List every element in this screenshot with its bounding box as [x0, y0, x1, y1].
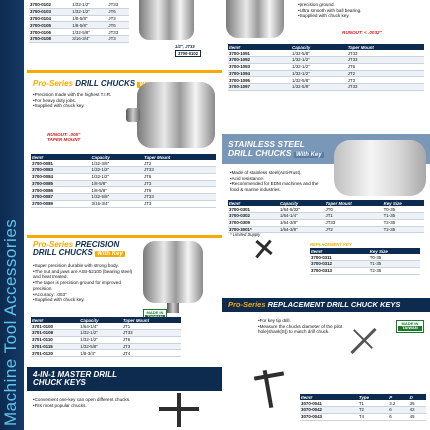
column-header: Item# [300, 394, 358, 400]
table-cell: 3700-0083 [31, 166, 91, 173]
table-cell: 3700-0085 [31, 180, 91, 187]
stainless-panel [222, 134, 430, 294]
top-right-bullets [298, 2, 426, 19]
table-cell: T0-35 [369, 254, 420, 260]
bullet: • For heavy duty jobs. [33, 98, 143, 104]
table-cell: JT3 [107, 35, 129, 42]
table-cell: 3700-0087 [31, 194, 91, 201]
top-right-chuck-image [226, 0, 284, 38]
table-cell: JT6 [107, 22, 129, 29]
table-cell: 1/32-5/8" [79, 343, 122, 350]
table-cell: 3700-0086 [31, 187, 91, 194]
made-in-taiwan-badge: MADE IN [143, 309, 167, 322]
table-cell: 3.2 [388, 400, 408, 406]
table-cell: T0-35 [383, 206, 424, 212]
bullet: • Super precision durable with strong body. [33, 263, 133, 269]
table-cell: JT33 [107, 2, 129, 8]
column-header: P [388, 394, 408, 400]
table-cell: 3070-0042 [300, 406, 358, 413]
column-header: Capacity [79, 317, 122, 323]
table-row [31, 173, 216, 180]
table-cell: 3701-0120 [31, 350, 79, 357]
table-row [29, 35, 129, 42]
table-cell: JT33 [122, 329, 181, 336]
table-row [31, 329, 181, 336]
table-cell: T2-35 [369, 267, 420, 274]
sidebar-banner [0, 0, 24, 430]
bullet: • Supplied with chuck key. [298, 13, 426, 19]
table-cell: JT33 [143, 194, 216, 201]
table-cell: 42 [409, 406, 426, 413]
pro-drill-panel [27, 70, 222, 235]
table-cell: 3700-0312 [310, 260, 369, 267]
table-cell: 3700-0103 [29, 8, 71, 15]
pro-precision-table [31, 317, 181, 357]
table-cell: JT6 [122, 336, 181, 343]
table-cell: 3700-0309 [228, 219, 279, 226]
bullet: • Convenient one-key can open different chucks. [33, 397, 133, 403]
table-cell: 3070-0041 [300, 400, 358, 406]
table-cell: 3700-0302 [228, 212, 279, 219]
stainless-bullets [230, 170, 320, 193]
table-cell: 1/32-1/2" [91, 173, 144, 180]
pro-precision-chuck-image [143, 241, 203, 303]
bullet: • Acid resistance. [230, 176, 320, 182]
replacement-keys-title: Pro-Series REPLACEMENT DRILL CHUCK KEYS [228, 300, 401, 309]
table-cell: 3700-1094 [228, 70, 291, 77]
master-key-title: 4-IN-1 MASTER DRILL CHUCK KEYS [33, 370, 117, 388]
table-cell: 1/8-5/8" [91, 187, 144, 194]
table-row [29, 29, 129, 36]
column-header: Item# [310, 248, 369, 254]
runout-label: RUNOUT: .005" TAPER MOUNT [47, 132, 81, 142]
table-cell: 3700-1093 [228, 63, 291, 70]
table-cell: 3700-0081 [31, 160, 91, 166]
table-cell: 1/32-1/2" [91, 166, 144, 173]
table-cell: 3700-0089 [31, 200, 91, 207]
table-row [310, 260, 420, 267]
table-cell: 1/64-1/4" [79, 323, 122, 329]
bullet: • Precision made with the highest T.I.R. [33, 92, 143, 98]
table-cell: 6 [388, 413, 408, 420]
column-header: Item# [31, 154, 91, 160]
table-row [31, 343, 181, 350]
column-header: Taper Mount [122, 317, 181, 323]
pro-precision-bullets [33, 263, 133, 303]
table-cell: JT6 [347, 63, 424, 70]
column-header: Taper Mount [347, 44, 424, 50]
made-in-taiwan-badge: MADE IN TAIWAN [396, 320, 424, 333]
table-cell: 1/32-5/8" [291, 77, 347, 84]
table-cell: 1/32-1/2" [71, 8, 107, 15]
pro-drill-title: Pro-Series DRILL CHUCKS [33, 80, 167, 88]
table-cell: 3701-0108 [31, 329, 79, 336]
top-left-panel [27, 0, 222, 70]
replacement-keys-bullets [258, 318, 348, 335]
table-cell: 45 [409, 413, 426, 420]
table-row [31, 200, 216, 207]
column-header: Type [358, 394, 388, 400]
bullet: • Fits most popular chucks. [33, 403, 133, 409]
table-row [228, 212, 424, 219]
column-header: Taper Mount [143, 154, 216, 160]
table-cell: 3700-0106 [29, 29, 71, 36]
table-cell: 3700-0311 [310, 254, 369, 260]
bullet: • Supplied with chuck key. [33, 103, 143, 109]
panel-header-bar [27, 235, 222, 238]
table-cell: 3700-0108 [29, 35, 71, 42]
table-cell: 3701-0110 [31, 336, 79, 343]
column-header: Capacity [91, 154, 144, 160]
bullet: • The taper is precision ground for improved precision. [33, 280, 133, 291]
table-cell: 1/32-1/2" [291, 70, 347, 77]
table-cell: JT3 [143, 200, 216, 207]
table-cell: 1/8-5/8" [71, 22, 107, 29]
table-cell: JT6 [107, 8, 129, 15]
table-cell: 3700-0301 [228, 206, 279, 212]
table-cell: 1/32-1/2" [79, 329, 122, 336]
table-row [29, 22, 129, 29]
chuck-key-image-handle [254, 371, 284, 380]
column-header: Capacity [291, 44, 347, 50]
table-cell: JT1 [122, 323, 181, 329]
column-header: Key Size [369, 248, 420, 254]
master-key-image-bar [159, 407, 199, 411]
master-key-panel [27, 363, 222, 430]
bullet: • Ultra smooth with ball bearing. [298, 8, 426, 14]
table-cell: T2-35 [383, 219, 424, 226]
table-cell: 3700-1092 [228, 56, 291, 63]
table-row [31, 166, 216, 173]
table-row [228, 56, 424, 63]
table-cell: JT6 [143, 187, 216, 194]
table-cell: 1/32-1/2" [79, 336, 122, 343]
top-right-panel [222, 0, 430, 134]
bullet: • Supplied with chuck key. [33, 297, 133, 303]
table-cell: 1/8-5/8" [91, 180, 144, 187]
top-right-table [228, 44, 424, 91]
table-row [29, 15, 129, 22]
table-cell: JT33 [347, 50, 424, 56]
table-cell: 1/64-3/8" [279, 226, 325, 233]
table-cell: 3700-0084 [31, 173, 91, 180]
example-label: 1/2", JT33 [175, 44, 195, 49]
table-cell: 1/64-1/4" [279, 212, 325, 219]
table-row [300, 406, 426, 413]
table-cell: 3/16-3/4" [91, 200, 144, 207]
pro-precision-panel [27, 235, 222, 363]
table-cell: 1/32-5/8" [91, 194, 144, 201]
pro-drill-chuck-jaw [126, 108, 140, 122]
table-cell: JT33 [107, 29, 129, 36]
table-cell: JT3 [143, 180, 216, 187]
table-cell: T1-35 [383, 212, 424, 219]
bullet: • Accuracy: .003" [33, 292, 133, 298]
table-cell: JT2 [325, 226, 383, 233]
table-row [29, 8, 129, 15]
bullet: • precision ground. [298, 2, 426, 8]
table-cell: JT3 [347, 77, 424, 84]
table-cell: 1/32-1/2" [291, 63, 347, 70]
bullet: • The nut and jaws are AISI-52100 (bearing steel) and heat treated. [33, 269, 133, 280]
top-left-chuck-image [139, 0, 194, 40]
table-cell: 6 [388, 406, 408, 413]
table-cell: T1 [358, 400, 388, 406]
pro-drill-bullets [33, 92, 143, 109]
table-cell: 3701-0115 [31, 343, 79, 350]
table-cell: JT1 [325, 212, 383, 219]
table-cell: 3700-1091 [228, 50, 291, 56]
replacement-key-label: REPLACEMENT KEY [310, 242, 352, 247]
table-cell: JT33 [347, 56, 424, 63]
table-row [228, 70, 424, 77]
table-cell: 1/32-5/8" [291, 50, 347, 56]
column-header: Item# [228, 44, 291, 50]
column-header: Key Size [383, 200, 424, 206]
replacement-keys-table [300, 394, 426, 421]
pro-drill-table [31, 154, 216, 208]
table-cell: 1/32-1/2" [71, 2, 107, 8]
table-cell: 3700-0105 [29, 22, 71, 29]
table-cell: JT3 [122, 343, 181, 350]
sidebar-title: Machine Tool Accessories [1, 218, 20, 426]
table-cell: T2 [358, 406, 388, 413]
replacement-keys-panel [222, 294, 430, 430]
top-left-table [29, 2, 129, 43]
table-row [228, 219, 424, 226]
table-row [29, 2, 129, 8]
table-row [228, 63, 424, 70]
table-cell: 1/32-5/8" [291, 84, 347, 91]
table-row [31, 180, 216, 187]
table-cell: 1/32-5/8" [71, 29, 107, 36]
stainless-title: STAINLESS STEEL DRILL CHUCKS With Key [228, 139, 322, 158]
master-key-bullets [33, 397, 133, 408]
column-header: Capacity [279, 200, 325, 206]
table-cell: 1/32-3/8" [91, 160, 144, 166]
table-row [31, 194, 216, 201]
runout-note: RUNOUT: < .0032" [342, 30, 382, 35]
table-cell: T1-35 [369, 260, 420, 267]
table-cell: JT3 [107, 15, 129, 22]
column-header: Taper Mount [325, 200, 383, 206]
table-cell: 3070-0043 [300, 413, 358, 420]
table-cell: 3700-3001* [228, 226, 279, 233]
table-cell: JT0 [325, 206, 383, 212]
table-cell: 3700-0102 [29, 2, 71, 8]
stainless-table [228, 200, 424, 233]
table-cell: JT2 [143, 160, 216, 166]
table-cell: JT33 [143, 166, 216, 173]
table-cell: 3701-0100 [31, 323, 79, 329]
table-cell: T2-35 [383, 226, 424, 233]
table-row [31, 336, 181, 343]
table-cell: 3700-0104 [29, 15, 71, 22]
table-cell: 3700-0313 [310, 267, 369, 274]
pro-drill-chuck-image [137, 82, 215, 148]
table-cell: 3700-1095 [228, 77, 291, 84]
table-cell: JT33 [325, 219, 383, 226]
table-cell: 1/64-3/8" [279, 219, 325, 226]
table-row [310, 267, 420, 274]
table-row [228, 77, 424, 84]
table-cell: 3700-1097 [228, 84, 291, 91]
table-cell: 35 [409, 400, 426, 406]
column-header: D [409, 394, 426, 400]
table-cell: JT2 [347, 70, 424, 77]
pro-precision-chuck-shank [167, 303, 179, 313]
limited-supply-note: * Limited Supply [230, 232, 261, 237]
bullet: • Made of stainless steel(Anti-Rust). [230, 170, 320, 176]
bullet: • Recommended for EDM machines and the food & marine industries. [230, 181, 320, 192]
column-header: Item# [31, 317, 79, 323]
pro-precision-title: Pro-Series PRECISION DRILL CHUCKS With Key [33, 240, 123, 258]
table-row [31, 350, 181, 357]
table-row [228, 84, 424, 91]
stainless-chuck-image [334, 140, 426, 196]
table-cell: 1/32-1/2" [291, 56, 347, 63]
table-cell: T4 [358, 413, 388, 420]
bullet: • Measure the chucks diameter of the pilot hole(shank[S]) to match drill chuck. [258, 324, 348, 335]
table-cell: JT4 [122, 350, 181, 357]
example-item: 3700-0102 [175, 50, 201, 57]
bullet: • For key tip drill. [258, 318, 348, 324]
panel-header-bar [27, 70, 222, 73]
table-cell: JT6 [143, 173, 216, 180]
table-cell: 1/8-3/4" [79, 350, 122, 357]
replacement-key-table [310, 248, 420, 275]
table-cell: 1/8-5/8" [71, 15, 107, 22]
column-header: Item# [228, 200, 279, 206]
table-cell: 3/16-3/4" [71, 35, 107, 42]
table-cell: 1/64-5/32" [279, 206, 325, 212]
table-row [300, 413, 426, 420]
table-cell: JT33 [347, 84, 424, 91]
table-row [31, 187, 216, 194]
